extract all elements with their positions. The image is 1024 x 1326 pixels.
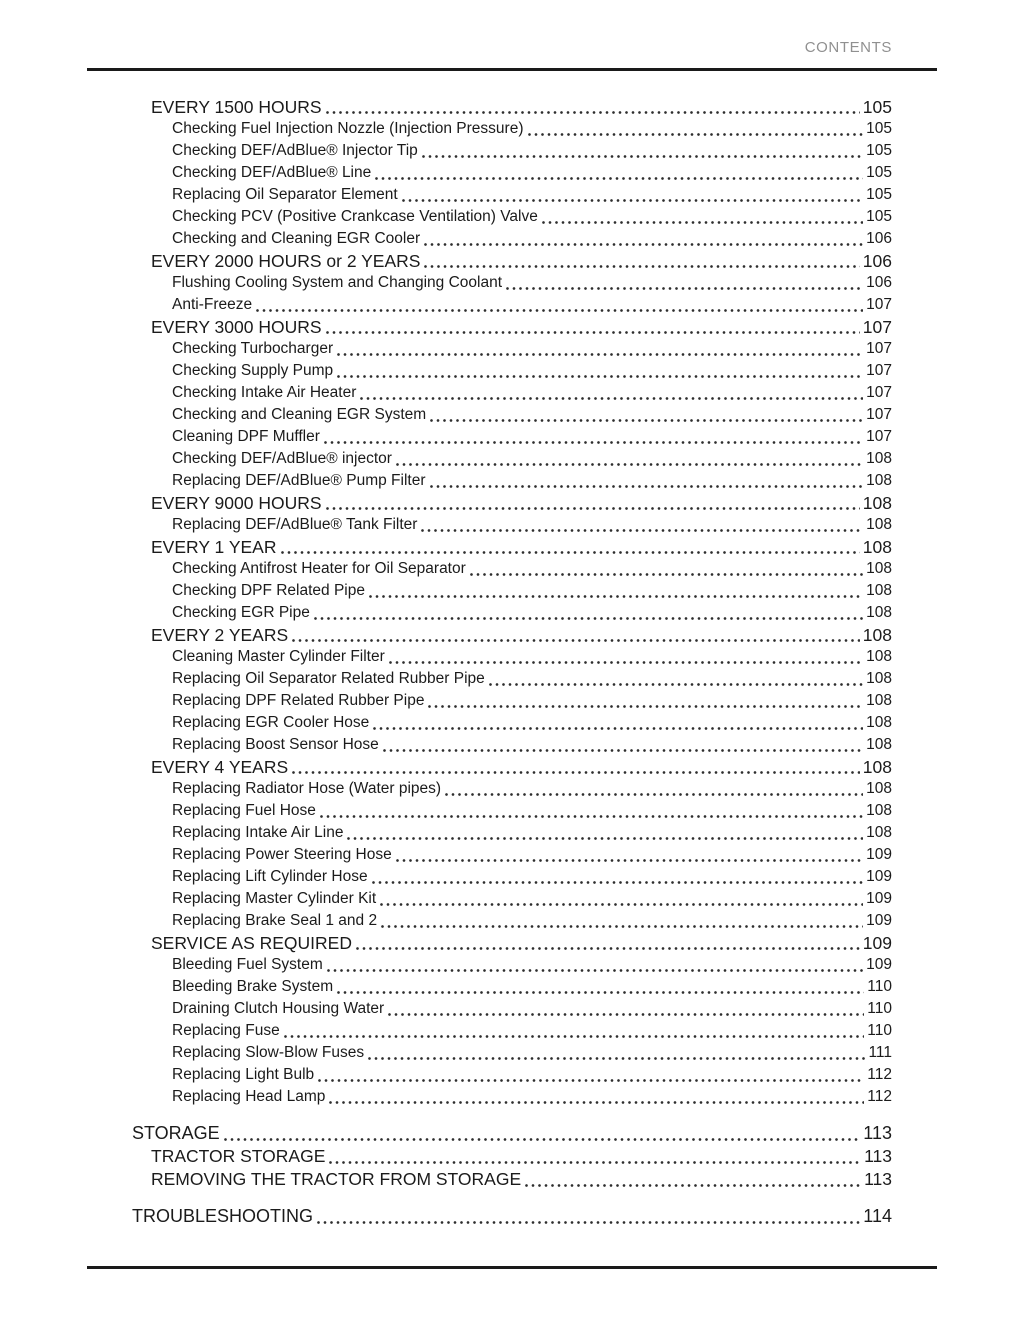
toc-entry-page: 105 <box>866 186 892 203</box>
toc-entry-label: Cleaning DPF Muffler <box>172 428 320 445</box>
toc-entry-label: Checking Antifrost Heater for Oil Separator <box>172 560 466 577</box>
toc-entry-page: 105 <box>862 97 892 117</box>
toc-entry <box>132 426 892 448</box>
toc-entry <box>132 668 892 690</box>
toc-entry-label: EVERY 9000 HOURS <box>151 493 322 513</box>
toc-entry <box>132 1064 892 1086</box>
dot-leader <box>256 309 863 312</box>
toc-entry-label: Replacing Slow-Blow Fuses <box>172 1044 365 1061</box>
toc-entry <box>132 1086 892 1108</box>
dot-leader <box>347 837 863 840</box>
toc-entry-label: REMOVING THE TRACTOR FROM STORAGE <box>151 1169 522 1189</box>
toc-entry-page: 105 <box>866 120 892 137</box>
dot-leader <box>389 661 863 664</box>
dot-leader <box>396 859 863 862</box>
dot-leader <box>224 1138 861 1141</box>
toc-entry <box>132 888 892 910</box>
toc-entry-label: Replacing Master Cylinder Kit <box>172 890 377 907</box>
dot-leader <box>372 881 864 884</box>
toc-entry-page: 108 <box>862 757 892 777</box>
dot-leader <box>337 991 864 994</box>
toc-entry <box>132 470 892 492</box>
toc-entry <box>132 976 892 998</box>
toc-entry-page: 108 <box>862 625 892 645</box>
toc-entry <box>132 360 892 382</box>
toc-entry-label: Replacing Lift Cylinder Hose <box>172 868 368 885</box>
toc-entry <box>132 844 892 866</box>
toc-entry-page: 114 <box>863 1206 892 1226</box>
toc-entry-label: Replacing Brake Seal 1 and 2 <box>172 912 378 929</box>
toc-entry-label: STORAGE <box>132 1123 220 1143</box>
dot-leader <box>317 1221 860 1224</box>
toc-entry-page: 107 <box>866 406 892 423</box>
toc-entry-label: Checking Turbocharger <box>172 340 334 357</box>
toc-entry <box>132 228 892 250</box>
toc-entry-label: EVERY 4 YEARS <box>151 757 289 777</box>
toc-entry-page: 110 <box>867 978 892 995</box>
toc-entry <box>132 910 892 932</box>
toc-entry-label: Checking DPF Related Pipe <box>172 582 365 599</box>
toc-entry-label: Replacing DEF/AdBlue® Tank Filter <box>172 516 418 533</box>
toc-entry-label: Replacing Light Bulb <box>172 1066 315 1083</box>
toc-entry <box>132 316 892 338</box>
toc-entry-label: Checking EGR Pipe <box>172 604 310 621</box>
toc-entry <box>132 800 892 822</box>
dot-leader <box>424 243 863 246</box>
toc-entry <box>132 602 892 624</box>
toc-entry <box>132 272 892 294</box>
dot-leader <box>388 1013 864 1016</box>
toc-entry <box>132 250 892 272</box>
toc-entry <box>132 1204 892 1228</box>
toc-entry-label: Replacing Oil Separator Related Rubber Pipe <box>172 670 485 687</box>
toc-entry-page: 111 <box>868 1044 892 1061</box>
toc-entry-page: 108 <box>866 604 892 621</box>
dot-leader <box>292 771 860 774</box>
toc-entry-page: 109 <box>866 912 892 929</box>
toc-entry-label: Replacing Head Lamp <box>172 1088 326 1105</box>
toc-entry-label: Replacing Boost Sensor Hose <box>172 736 379 753</box>
dot-leader <box>381 925 863 928</box>
dot-leader <box>329 1101 864 1104</box>
toc-entry <box>132 1121 892 1145</box>
toc-entry-page: 107 <box>866 296 892 313</box>
toc-entry-label: Anti-Freeze <box>172 296 253 313</box>
dot-leader <box>318 1079 864 1082</box>
toc-entry-label: Checking and Cleaning EGR System <box>172 406 427 423</box>
toc-entry-page: 108 <box>866 450 892 467</box>
dot-leader <box>402 199 863 202</box>
toc-entry-page: 112 <box>867 1066 892 1083</box>
toc-entry-page: 105 <box>866 164 892 181</box>
toc-entry-page: 110 <box>867 1000 892 1017</box>
toc-entry-label: Cleaning Master Cylinder Filter <box>172 648 385 665</box>
dot-leader <box>327 969 863 972</box>
toc-entry-label: Draining Clutch Housing Water <box>172 1000 385 1017</box>
dot-leader <box>314 617 863 620</box>
toc-entry-label: Checking Intake Air Heater <box>172 384 357 401</box>
toc-entry-label: EVERY 3000 HOURS <box>151 317 322 337</box>
dot-leader <box>337 353 863 356</box>
toc-entry <box>132 382 892 404</box>
dot-leader <box>375 177 863 180</box>
toc-entry-page: 108 <box>866 472 892 489</box>
dot-leader <box>369 595 863 598</box>
toc-entry-label: EVERY 2000 HOURS or 2 YEARS <box>151 251 421 271</box>
toc-entry <box>132 690 892 712</box>
dot-leader <box>430 485 864 488</box>
toc-entry-label: Replacing Radiator Hose (Water pipes) <box>172 780 442 797</box>
toc-entry-label: SERVICE AS REQUIRED <box>151 933 352 953</box>
toc-entry-label: EVERY 2 YEARS <box>151 625 289 645</box>
dot-leader <box>489 683 863 686</box>
toc-entry-page: 108 <box>866 824 892 841</box>
dot-leader <box>380 903 863 906</box>
toc-entry <box>132 580 892 602</box>
toc-entry <box>132 162 892 184</box>
dot-leader <box>326 111 860 114</box>
toc-entry-page: 108 <box>866 692 892 709</box>
toc-entry-page: 110 <box>867 1022 892 1039</box>
toc-entry-page: 112 <box>867 1088 892 1105</box>
toc-entry-label: Checking Supply Pump <box>172 362 334 379</box>
dot-leader <box>281 551 860 554</box>
dot-leader <box>368 1057 865 1060</box>
toc-entry-label: Replacing Intake Air Line <box>172 824 344 841</box>
toc-entry-page: 108 <box>862 537 892 557</box>
toc-entry-label: Checking Fuel Injection Nozzle (Injection Pressure) <box>172 120 524 137</box>
toc-entry <box>132 492 892 514</box>
toc-entry <box>132 646 892 668</box>
toc-entry-label: Bleeding Fuel System <box>172 956 323 973</box>
toc-entry-page: 105 <box>866 142 892 159</box>
toc-entry-label: Checking and Cleaning EGR Cooler <box>172 230 421 247</box>
toc-entry-page: 109 <box>862 933 892 953</box>
toc-entry-label: Replacing EGR Cooler Hose <box>172 714 370 731</box>
toc-entry-label: TROUBLESHOOTING <box>132 1206 314 1226</box>
toc-entry-page: 107 <box>866 384 892 401</box>
toc-entry-label: Replacing Fuse <box>172 1022 280 1039</box>
dot-leader <box>428 705 863 708</box>
top-rule <box>87 68 937 71</box>
dot-leader <box>445 793 863 796</box>
toc-entry <box>132 998 892 1020</box>
toc-entry-page: 113 <box>863 1123 892 1143</box>
dot-leader <box>373 727 863 730</box>
toc-entry <box>132 756 892 778</box>
dot-leader <box>337 375 863 378</box>
toc-entry-page: 109 <box>866 868 892 885</box>
toc-entry-page: 108 <box>866 802 892 819</box>
toc-entry <box>132 558 892 580</box>
toc-entry <box>132 184 892 206</box>
toc-entry <box>132 1168 892 1191</box>
toc-entry-label: Replacing Fuel Hose <box>172 802 316 819</box>
toc-entry <box>132 624 892 646</box>
toc-entry-label: TRACTOR STORAGE <box>151 1146 326 1166</box>
dot-leader <box>396 463 863 466</box>
toc-entry <box>132 404 892 426</box>
dot-leader <box>383 749 863 752</box>
dot-leader <box>320 815 863 818</box>
toc-entry <box>132 954 892 976</box>
toc-entry <box>132 734 892 756</box>
toc-entry-page: 107 <box>866 340 892 357</box>
toc-entry <box>132 140 892 162</box>
toc-entry <box>132 1145 892 1168</box>
toc-entry-label: Checking DEF/AdBlue® injector <box>172 450 392 467</box>
toc-entry-page: 108 <box>862 493 892 513</box>
toc-entry <box>132 338 892 360</box>
toc-entry <box>132 1042 892 1064</box>
toc-entry-page: 107 <box>866 362 892 379</box>
toc-entry-page: 107 <box>862 317 892 337</box>
toc-entry-page: 109 <box>866 890 892 907</box>
toc-entry <box>132 206 892 228</box>
toc-entry-page: 108 <box>866 582 892 599</box>
toc-entry-page: 106 <box>866 230 892 247</box>
toc-entry <box>132 118 892 140</box>
toc-entry-page: 107 <box>866 428 892 445</box>
dot-leader <box>506 287 863 290</box>
toc-entry <box>132 932 892 954</box>
toc-entry-label: EVERY 1 YEAR <box>151 537 277 557</box>
toc-entry <box>132 712 892 734</box>
toc-entry-page: 113 <box>864 1146 892 1166</box>
toc-entry-page: 108 <box>866 670 892 687</box>
toc-entry-page: 108 <box>866 736 892 753</box>
toc-entry-page: 113 <box>864 1169 892 1189</box>
dot-leader <box>326 507 860 510</box>
toc-entry <box>132 514 892 536</box>
toc-entry <box>132 1020 892 1042</box>
toc-entry <box>132 536 892 558</box>
toc-entry <box>132 778 892 800</box>
dot-leader <box>324 441 863 444</box>
toc-entry <box>132 96 892 118</box>
toc-list <box>87 96 937 1228</box>
toc-entry <box>132 866 892 888</box>
dot-leader <box>542 221 863 224</box>
running-header: CONTENTS <box>804 39 892 56</box>
toc-entry <box>132 822 892 844</box>
dot-leader <box>422 155 863 158</box>
dot-leader <box>470 573 863 576</box>
toc-entry-page: 109 <box>866 846 892 863</box>
toc-entry-label: Checking DEF/AdBlue® Injector Tip <box>172 142 418 159</box>
toc-entry-label: Checking DEF/AdBlue® Line <box>172 164 372 181</box>
toc-entry-page: 108 <box>866 560 892 577</box>
toc-entry-page: 105 <box>866 208 892 225</box>
dot-leader <box>356 947 860 950</box>
dot-leader <box>525 1184 861 1187</box>
toc-entry <box>132 294 892 316</box>
dot-leader <box>360 397 863 400</box>
toc-entry-label: Flushing Cooling System and Changing Coolant <box>172 274 503 291</box>
toc-entry-label: Replacing Oil Separator Element <box>172 186 398 203</box>
dot-leader <box>421 529 863 532</box>
toc-entry-page: 106 <box>862 251 892 271</box>
dot-leader <box>424 265 859 268</box>
toc-entry-page: 108 <box>866 516 892 533</box>
dot-leader <box>326 331 860 334</box>
dot-leader <box>528 133 864 136</box>
dot-leader <box>430 419 863 422</box>
toc-entry-label: Replacing DPF Related Rubber Pipe <box>172 692 425 709</box>
toc-entry <box>132 448 892 470</box>
dot-leader <box>292 639 860 642</box>
toc-entry-page: 108 <box>866 714 892 731</box>
bottom-rule <box>87 1266 937 1269</box>
toc-entry-page: 109 <box>866 956 892 973</box>
toc-entry-page: 106 <box>866 274 892 291</box>
toc-entry-label: EVERY 1500 HOURS <box>151 97 322 117</box>
toc-entry-page: 108 <box>866 648 892 665</box>
dot-leader <box>329 1161 861 1164</box>
toc-entry-label: Replacing Power Steering Hose <box>172 846 392 863</box>
dot-leader <box>284 1035 865 1038</box>
toc-entry-label: Replacing DEF/AdBlue® Pump Filter <box>172 472 426 489</box>
toc-entry-label: Bleeding Brake System <box>172 978 334 995</box>
toc-entry-label: Checking PCV (Positive Crankcase Ventilation) Valve <box>172 208 538 225</box>
toc-entry-page: 108 <box>866 780 892 797</box>
